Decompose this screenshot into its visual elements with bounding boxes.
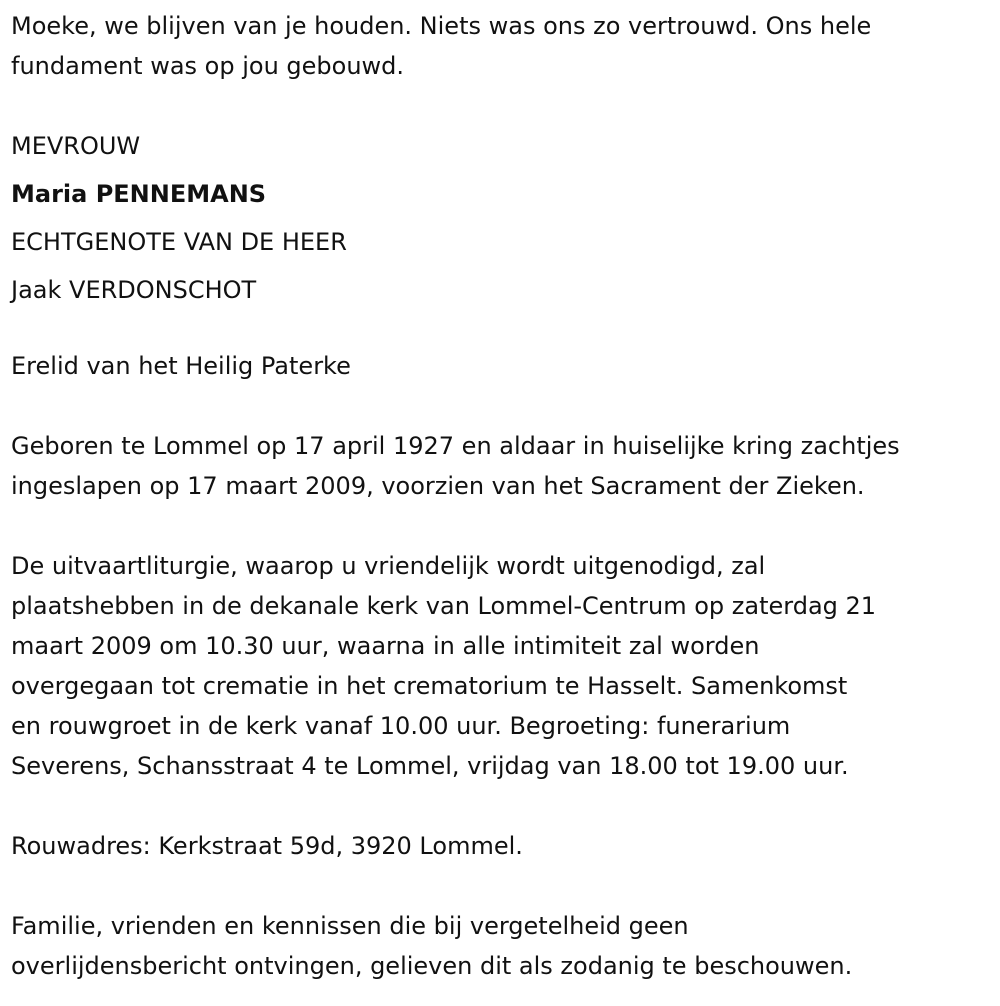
address-paragraph bbox=[11, 826, 989, 866]
notice-line: Familie, vrienden en kennissen die bij vergetelheid geen bbox=[11, 912, 689, 940]
deceased-name: Maria PENNEMANS bbox=[11, 180, 267, 208]
verse-line: fundament was op jou gebouwd. bbox=[11, 52, 405, 80]
honor-paragraph bbox=[11, 346, 989, 386]
birth-death-line: ingeslapen op 17 maart 2009, voorzien van het Sacrament der Zieken. bbox=[11, 472, 865, 500]
funeral-line: plaatshebben in de dekanale kerk van Lommel-Centrum op zaterdag 21 bbox=[11, 592, 877, 620]
relation-label: ECHTGENOTE VAN DE HEER bbox=[11, 228, 347, 256]
deceased-block bbox=[11, 122, 989, 314]
funeral-line: Severens, Schansstraat 4 te Lommel, vrijdag van 18.00 tot 19.00 uur. bbox=[11, 752, 849, 780]
mourning-address: Rouwadres: Kerkstraat 59d, 3920 Lommel. bbox=[11, 832, 523, 860]
funeral-line: De uitvaartliturgie, waarop u vriendelijk wordt uitgenodigd, zal bbox=[11, 552, 766, 580]
birth-death-line: Geboren te Lommel op 17 april 1927 en aldaar in huiselijke kring zachtjes bbox=[11, 432, 900, 460]
funeral-line: en rouwgroet in de kerk vanaf 10.00 uur. Begroeting: funerarium bbox=[11, 712, 791, 740]
funeral-line: maart 2009 om 10.30 uur, waarna in alle intimiteit zal worden bbox=[11, 632, 760, 660]
memorial-verse bbox=[11, 6, 989, 86]
birth-death-paragraph bbox=[11, 426, 989, 506]
funeral-line: overgegaan tot crematie in het crematorium te Hasselt. Samenkomst bbox=[11, 672, 848, 700]
deceased-title: MEVROUW bbox=[11, 132, 141, 160]
funeral-paragraph bbox=[11, 546, 989, 786]
spouse-name: Jaak VERDONSCHOT bbox=[11, 276, 257, 304]
notice-paragraph bbox=[11, 906, 989, 986]
notice-line: overlijdensbericht ontvingen, gelieven dit als zodanig te beschouwen. bbox=[11, 952, 853, 980]
honor-line: Erelid van het Heilig Paterke bbox=[11, 352, 351, 380]
obituary-notice bbox=[11, 6, 989, 986]
verse-line: Moeke, we blijven van je houden. Niets was ons zo vertrouwd. Ons hele bbox=[11, 12, 872, 40]
